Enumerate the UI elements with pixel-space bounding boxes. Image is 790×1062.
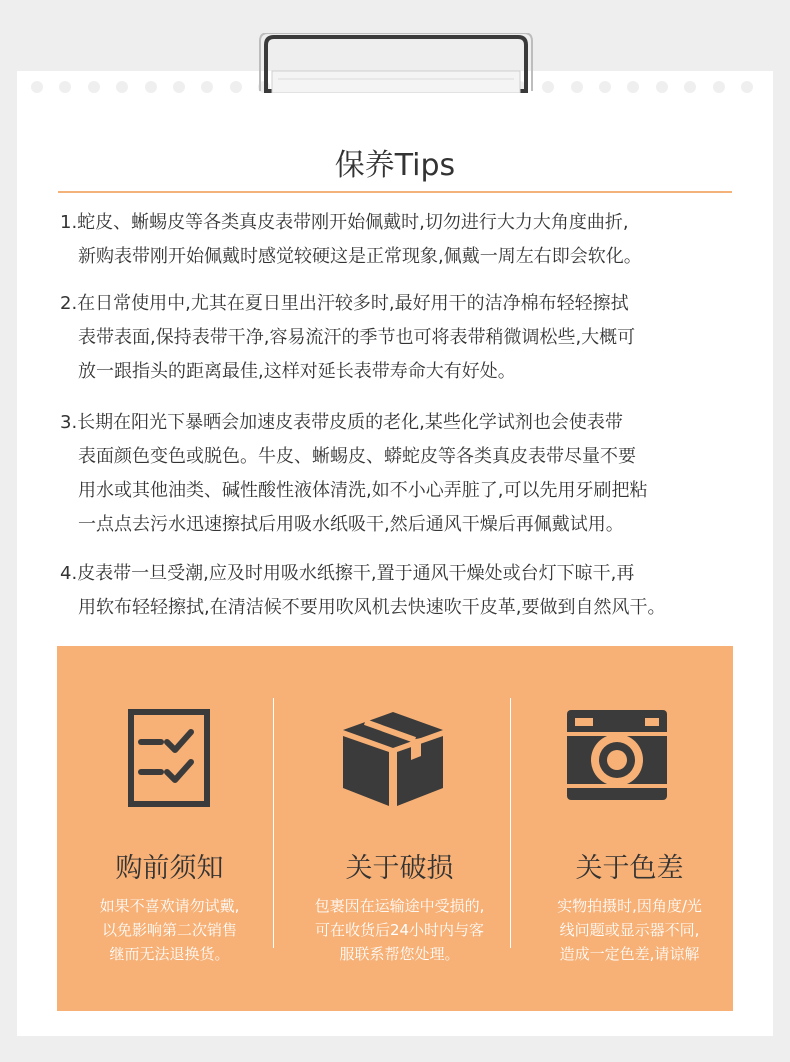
notice-line: 造成一定色差,请谅解 xyxy=(559,945,700,963)
notice-title: 关于色差 xyxy=(575,853,684,884)
tip-3 xyxy=(60,406,760,542)
tip-1 xyxy=(60,206,760,274)
notice-description xyxy=(517,894,742,966)
package-box-icon xyxy=(337,708,449,808)
tip-line: 用水或其他油类、碱性酸性液体清洗,如不小心弄脏了,可以先用牙刷把粘 xyxy=(78,480,648,501)
notice-description xyxy=(57,894,282,966)
title-divider xyxy=(58,191,732,193)
binder-dot xyxy=(230,81,242,93)
notice-line: 继而无法退换货。 xyxy=(109,945,230,963)
notice-description xyxy=(287,894,512,966)
camera-icon xyxy=(565,708,669,802)
notice-title: 关于破损 xyxy=(345,853,454,884)
notice-color xyxy=(517,646,742,1011)
binder-dot xyxy=(741,81,753,93)
notice-purchase xyxy=(57,646,282,1011)
tip-line: 2.在日常使用中,尤其在夏日里出汗较多时,最好用干的洁净棉布轻轻擦拭 xyxy=(60,293,629,314)
binder-dot xyxy=(145,81,157,93)
notice-line: 以免影响第二次销售 xyxy=(101,921,237,939)
binder-dot xyxy=(571,81,583,93)
notice-damage xyxy=(287,646,512,1011)
binder-dot xyxy=(656,81,668,93)
binder-dot xyxy=(599,81,611,93)
binder-dot xyxy=(59,81,71,93)
binder-dot xyxy=(88,81,100,93)
binder-dot xyxy=(713,81,725,93)
tip-4 xyxy=(60,557,760,625)
tip-line: 4.皮表带一旦受潮,应及时用吸水纸擦干,置于通风干燥处或台灯下晾干,再 xyxy=(60,563,635,584)
tip-line: 1.蛇皮、蜥蜴皮等各类真皮表带刚开始佩戴时,切勿进行大力大角度曲折, xyxy=(60,212,629,233)
page-title: 保养Tips xyxy=(334,148,456,183)
notice-title: 购前须知 xyxy=(115,853,224,884)
checklist-icon xyxy=(127,708,211,808)
tip-line: 表面颜色变色或脱色。牛皮、蜥蜴皮、蟒蛇皮等各类真皮表带尽量不要 xyxy=(78,446,636,467)
binder-dot xyxy=(173,81,185,93)
paper-clip-icon xyxy=(252,33,540,93)
binder-dot xyxy=(116,81,128,93)
tip-line: 表带表面,保持表带干净,容易流汗的季节也可将表带稍微调松些,大概可 xyxy=(78,327,636,348)
binder-dot xyxy=(542,81,554,93)
notice-line: 如果不喜欢请勿试戴, xyxy=(99,897,240,915)
notice-line: 包裹因在运输途中受损的, xyxy=(314,897,485,915)
notice-line: 服联系帮您处理。 xyxy=(339,945,460,963)
tip-2 xyxy=(60,287,760,389)
tip-line: 用软布轻轻擦拭,在清洁候不要用吹风机去快速吹干皮革,要做到自然风干。 xyxy=(78,597,666,618)
binder-dot xyxy=(627,81,639,93)
notice-line: 线问题或显示器不同, xyxy=(559,921,700,939)
tip-line: 3.长期在阳光下暴晒会加速皮表带皮质的老化,某些化学试剂也会使表带 xyxy=(60,412,623,433)
tip-line: 一点点去污水迅速擦拭后用吸水纸吸干,然后通风干燥后再佩戴试用。 xyxy=(78,514,624,535)
notice-panel xyxy=(57,646,733,1011)
notice-line: 可在收货后24小时内与客 xyxy=(314,921,485,939)
binder-dot xyxy=(684,81,696,93)
binder-dot xyxy=(31,81,43,93)
tip-line: 放一跟指头的距离最佳,这样对延长表带寿命大有好处。 xyxy=(78,361,516,382)
notice-line: 实物拍摄时,因角度/光 xyxy=(557,897,702,915)
binder-dot xyxy=(201,81,213,93)
tip-line: 新购表带刚开始佩戴时感觉较硬这是正常现象,佩戴一周左右即会软化。 xyxy=(78,246,642,267)
